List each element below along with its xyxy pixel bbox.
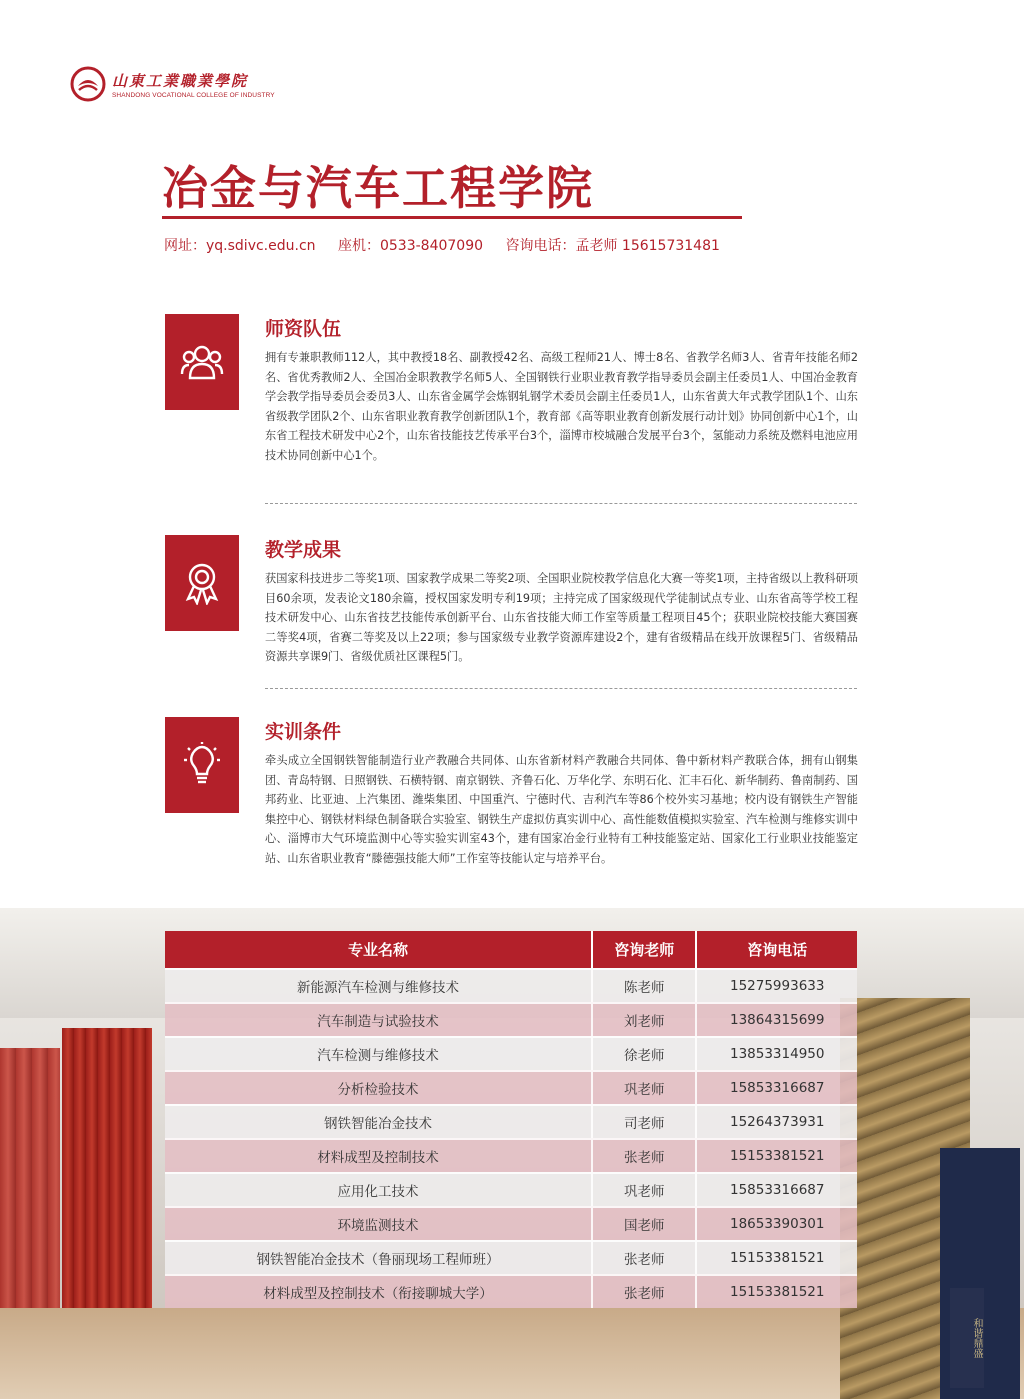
major-cell: 应用化工技术 [165, 1172, 593, 1206]
contact-line [164, 235, 738, 255]
cabinet-label: 和谐鼎盛 [950, 1288, 984, 1388]
major-cell: 材料成型及控制技术（衔接聊城大学） [165, 1274, 593, 1308]
major-cell: 环境监测技术 [165, 1206, 593, 1240]
table-row [165, 1002, 857, 1036]
major-cell: 汽车检测与维修技术 [165, 1036, 593, 1070]
college-name-cn: 山東工業職業學院 [112, 71, 249, 90]
section-achievements [165, 535, 865, 675]
lightbulb-icon [165, 717, 239, 813]
major-cell: 钢铁智能冶金技术 [165, 1104, 593, 1138]
teacher-cell: 国老师 [593, 1206, 697, 1240]
title-underline [162, 216, 742, 219]
phone-cell: 18653390301 [697, 1206, 857, 1240]
section-title: 师资队伍 [265, 318, 342, 340]
section-title: 实训条件 [265, 721, 342, 743]
section-title: 教学成果 [265, 539, 342, 561]
table-row [165, 1172, 857, 1206]
major-cell: 材料成型及控制技术 [165, 1138, 593, 1172]
table-header-row [165, 931, 857, 968]
phone-cell: 15153381521 [697, 1138, 857, 1172]
section-body: 拥有专兼职教师112人，其中教授18名、副教授42名、高级工程师21人、博士8名、省教学名师3人、省青年技能名师2名、省优秀教师2人、全国冶金职教教学名师5人、全国钢铁行业职业教育教学指导委员会副主任委员1人、中国冶金教育学会教学指导委员会委员3人、山东省金属学会炼钢轧钢学术委员会副主任委员1人，山东省黄大年式教学团队1个、山东省级教学团队2个、山东省职业教育教学创新团队1个，教育部《高等职业教育创新发展行动计划》协同创新中心1个，山东省工程技术研发中心2个，山东省技能技艺传承平台3个，淄博市校城融合发展平台3个，氢能动力系统及燃料电池应用技术协同创新中心1个。 [265, 351, 858, 462]
phone-cell: 15275993633 [697, 968, 857, 1002]
teacher-cell: 司老师 [593, 1104, 697, 1138]
table-row [165, 1138, 857, 1172]
college-logo [70, 66, 275, 102]
college-emblem-icon [70, 66, 106, 102]
divider [265, 688, 857, 689]
table-row [165, 968, 857, 1002]
major-cell: 钢铁智能冶金技术（鲁丽现场工程师班） [165, 1240, 593, 1274]
phone-cell: 15264373931 [697, 1104, 857, 1138]
teacher-cell: 张老师 [593, 1274, 697, 1308]
table-row [165, 1274, 857, 1308]
header-teacher: 咨询老师 [593, 931, 697, 968]
phone-cell: 15153381521 [697, 1274, 857, 1308]
table-row [165, 1070, 857, 1104]
website-text: 网址：yq.sdivc.edu.cn [164, 238, 316, 254]
phone-cell: 13853314950 [697, 1036, 857, 1070]
table-row [165, 1036, 857, 1070]
table-row [165, 1240, 857, 1274]
major-cell: 分析检验技术 [165, 1070, 593, 1104]
landline-text: 座机：0533-8407090 [337, 238, 484, 254]
header-major: 专业名称 [165, 931, 593, 968]
teacher-cell: 巩老师 [593, 1172, 697, 1206]
page-title: 冶金与汽车工程学院 [162, 161, 594, 215]
section-faculty [165, 314, 865, 494]
teacher-cell: 巩老师 [593, 1070, 697, 1104]
people-icon [165, 314, 239, 410]
phone-cell: 15853316687 [697, 1070, 857, 1104]
teacher-cell: 张老师 [593, 1138, 697, 1172]
table-row [165, 1206, 857, 1240]
majors-table [165, 931, 857, 1308]
college-name-en: SHANDONG VOCATIONAL COLLEGE OF INDUSTRY [112, 91, 275, 99]
phone-cell: 13864315699 [697, 1002, 857, 1036]
divider [265, 503, 857, 504]
header-phone: 咨询电话 [697, 931, 857, 968]
phone-cell: 15853316687 [697, 1172, 857, 1206]
teacher-cell: 徐老师 [593, 1036, 697, 1070]
section-body: 获国家科技进步二等奖1项、国家教学成果二等奖2项、全国职业院校教学信息化大赛一等奖1项，主持省级以上教科研项目60余项，发表论文180余篇，授权国家发明专利19项；主持完成了国家级现代学徒制试点专业、山东省高等学校工程技术研发中心、山东省技艺技能传承创新平台、山东省技能大师工作室等质量工程项目45个；获职业院校技能大赛国赛二等奖4项，省赛二等奖及以上22项；参与国家级专业教学资源库建设2个，建有省级精品在线开放课程5门、省级精品资源共享课9门、省级优质社区课程5门。 [265, 572, 858, 663]
award-icon [165, 535, 239, 631]
section-training [165, 717, 865, 897]
table-row [165, 1104, 857, 1138]
consult-text: 咨询电话：孟老师 15615731481 [505, 238, 720, 254]
section-body: 牵头成立全国钢铁智能制造行业产教融合共同体、山东省新材料产教融合共同体、鲁中新材料产教联合体，拥有山钢集团、青岛特钢、日照钢铁、石横特钢、南京钢铁、齐鲁石化、万华化学、东明石化、汇丰石化、新华制药、鲁南制药、国邦药业、比亚迪、上汽集团、潍柴集团、中国重汽、宁德时代、吉利汽车等86个校外实习基地；校内设有钢铁生产智能集控中心、钢铁材料绿色制备联合实验室、钢铁生产虚拟仿真实训中心、高性能数值模拟实验室、汽车检测与维修实训中心、淄博市大气环境监测中心等实验实训室43个，建有国家冶金行业特有工种技能鉴定站、国家化工行业职业技能鉴定站、山东省职业教育“滕德强技能大师”工作室等技能认定与培养平台。 [265, 754, 858, 865]
teacher-cell: 陈老师 [593, 968, 697, 1002]
major-cell: 汽车制造与试验技术 [165, 1002, 593, 1036]
major-cell: 新能源汽车检测与维修技术 [165, 968, 593, 1002]
phone-cell: 15153381521 [697, 1240, 857, 1274]
teacher-cell: 刘老师 [593, 1002, 697, 1036]
teacher-cell: 张老师 [593, 1240, 697, 1274]
